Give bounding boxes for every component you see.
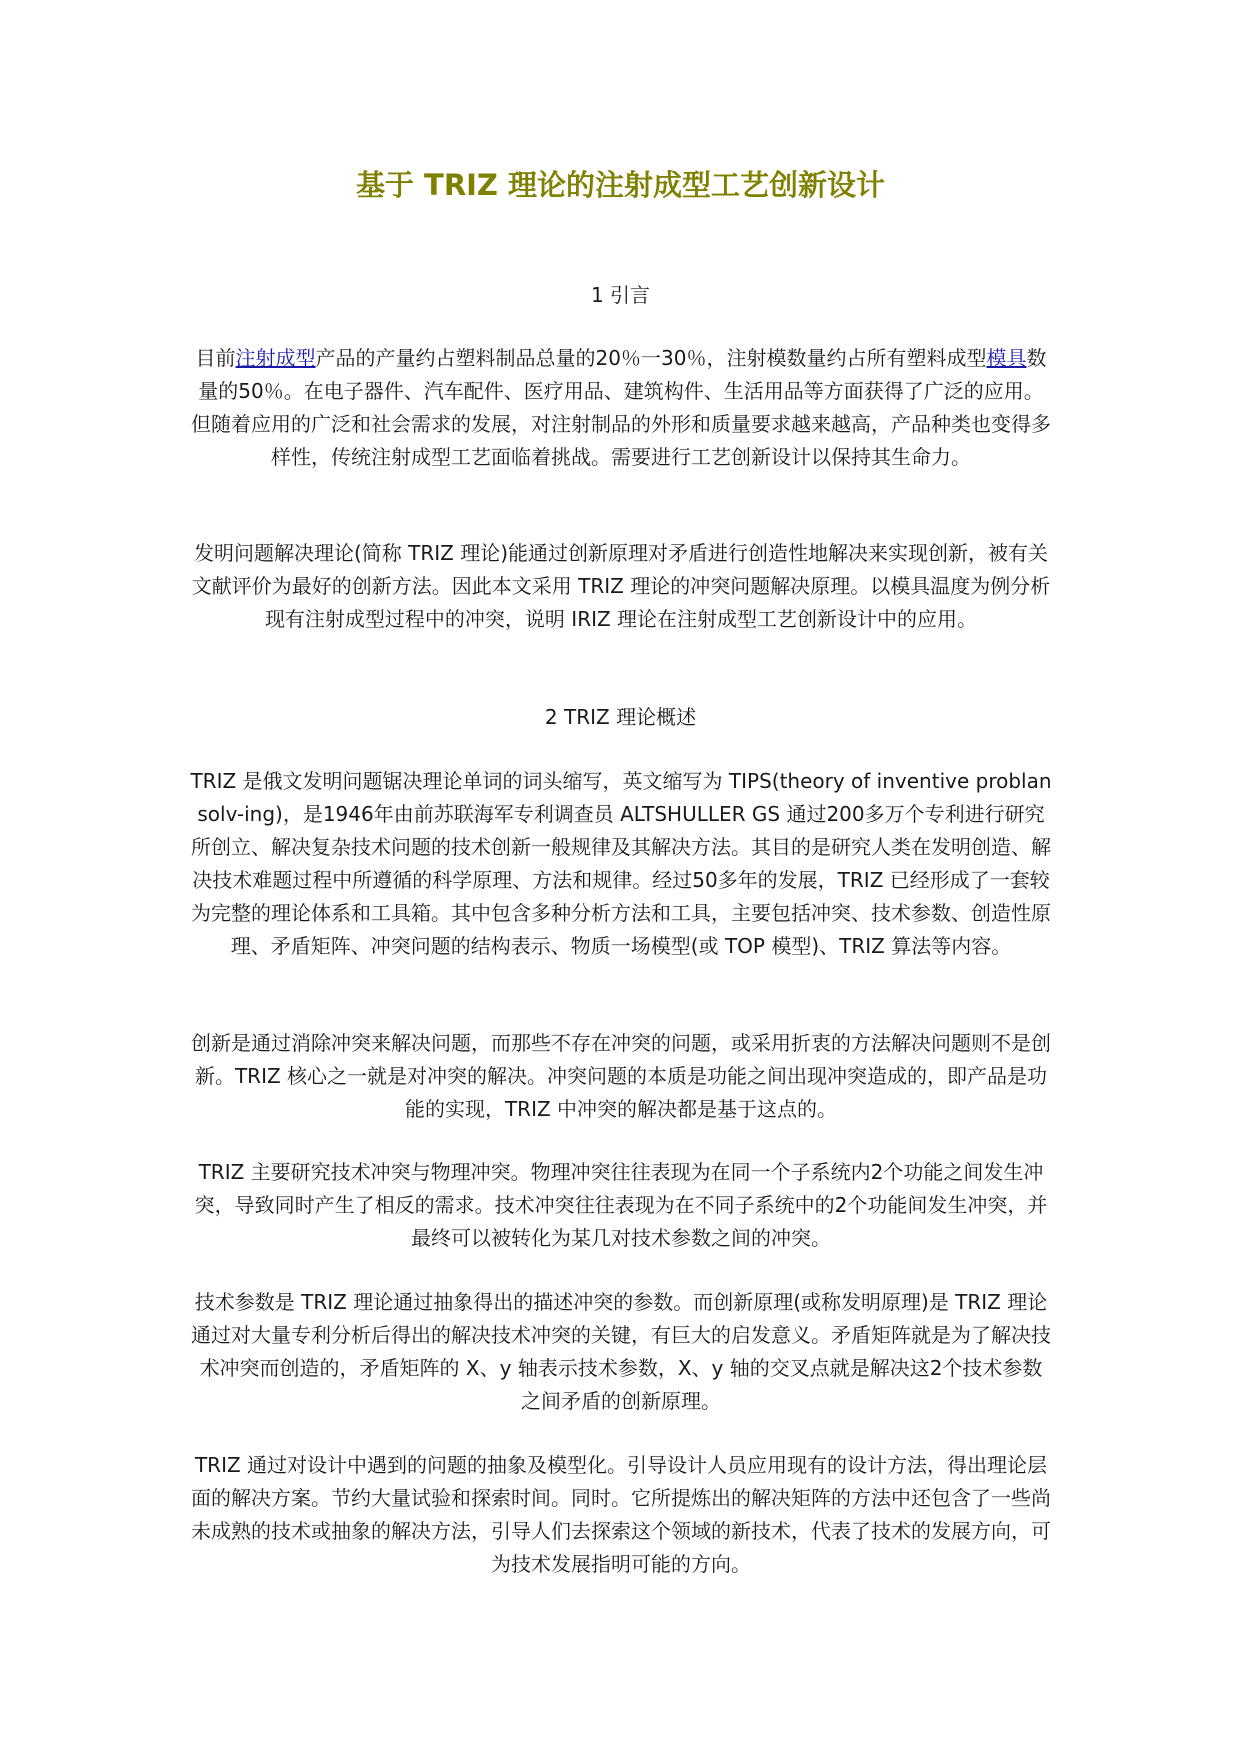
paragraph-intro-1 — [190, 342, 1052, 474]
paragraph-text: 目前 — [195, 346, 236, 370]
paragraph-text: 产品的产量约占塑料制品总量的20％一30％，注射模数量约占所有塑料成型 — [315, 346, 987, 370]
paragraph-triz-2: 创新是通过消除冲突来解决问题，而那些不存在冲突的问题，或采用折衷的方法解决问题则不是创新。TRIZ 核心之一就是对冲突的解决。冲突问题的本质是功能之间出现冲突造成的，即产品是功能的实现，TRIZ 中冲突的解决都是基于这点的。 — [191, 1031, 1051, 1121]
section-heading-triz-overview: 2 TRIZ 理论概述 — [544, 705, 697, 729]
paragraph-intro-2: 发明问题解决理论(简称 TRIZ 理论)能通过创新原理对矛盾进行创造性地解决来实现创新，被有关文献评价为最好的创新方法。因此本文采用 TRIZ 理论的冲突问题解决原理。以模具温度为例分析现有注射成型过程中的冲突，说明 IRIZ 理论在注射成型工艺创新设计中的应用。 — [191, 541, 1051, 631]
paragraph-triz-3: TRIZ 主要研究技术冲突与物理冲突。物理冲突往往表现为在同一个子系统内2个功能之间发生冲突，导致同时产生了相反的需求。技术冲突往往表现为在不同子系统中的2个功能间发生冲突，并最终可以被转化为某几对技术参数之间的冲突。 — [194, 1160, 1048, 1250]
section-heading-introduction: 1 引言 — [590, 283, 651, 307]
paragraph-text: 数量的50％。在电子器件、汽车配件、医疗用品、建筑构件、生活用品等方面获得了广泛的应用。但随着应用的广泛和社会需求的发展，对注射制品的外形和质量要求越来越高，产品种类也变得多样性，传统注射成型工艺面临着挑战。需要进行工艺创新设计以保持其生命力。 — [191, 346, 1051, 469]
paragraph-triz-4: 技术参数是 TRIZ 理论通过抽象得出的描述冲突的参数。而创新原理(或称发明原理)是 TRIZ 理论通过对大量专利分析后得出的解决技术冲突的关键，有巨大的启发意义。矛盾矩阵就是为了解决技术冲突而创造的，矛盾矩阵的 X、y 轴表示技术参数，X、y 轴的交叉点就是解决这2个技术参数之间矛盾的创新原理。 — [191, 1290, 1051, 1413]
paragraph-triz-5: TRIZ 通过对设计中遇到的问题的抽象及模型化。引导设计人员应用现有的设计方法，得出理论层面的解决方案。节约大量试验和探索时间。同时。它所提炼出的解决矩阵的方法中还包含了一些尚未成熟的技术或抽象的解决方法，引导人们去探索这个领域的新技术，代表了技术的发展方向，可为技术发展指明可能的方向。 — [191, 1453, 1051, 1576]
mold-link[interactable]: 模具 — [986, 346, 1027, 370]
document-title: 基于 TRIZ 理论的注射成型工艺创新设计 — [355, 168, 886, 202]
injection-molding-link[interactable]: 注射成型 — [235, 346, 316, 370]
paragraph-triz-1: TRIZ 是俄文发明问题锯决理论单词的词头缩写，英文缩写为 TIPS(theory of inventive problan solv-ing)，是1946年由前苏联海军专利调查员 ALTSHULLER GS 通过200多万个专利进行研究所创立、解决复杂技术问题的技术创新一般规律及其解决方法。其目的是研究人类在发明创造、解决技术难题过程中所遵循的科学原理、方法和规律。经过50多年的发展，TRIZ 已经形成了一套较为完整的理论体系和工具箱。其中包含多种分析方法和工具，主要包括冲突、技术参数、创造性原理、矛盾矩阵、冲突问题的结构表示、物质一场模型(或 TOP 模型)、TRIZ 算法等内容。 — [190, 769, 1052, 958]
